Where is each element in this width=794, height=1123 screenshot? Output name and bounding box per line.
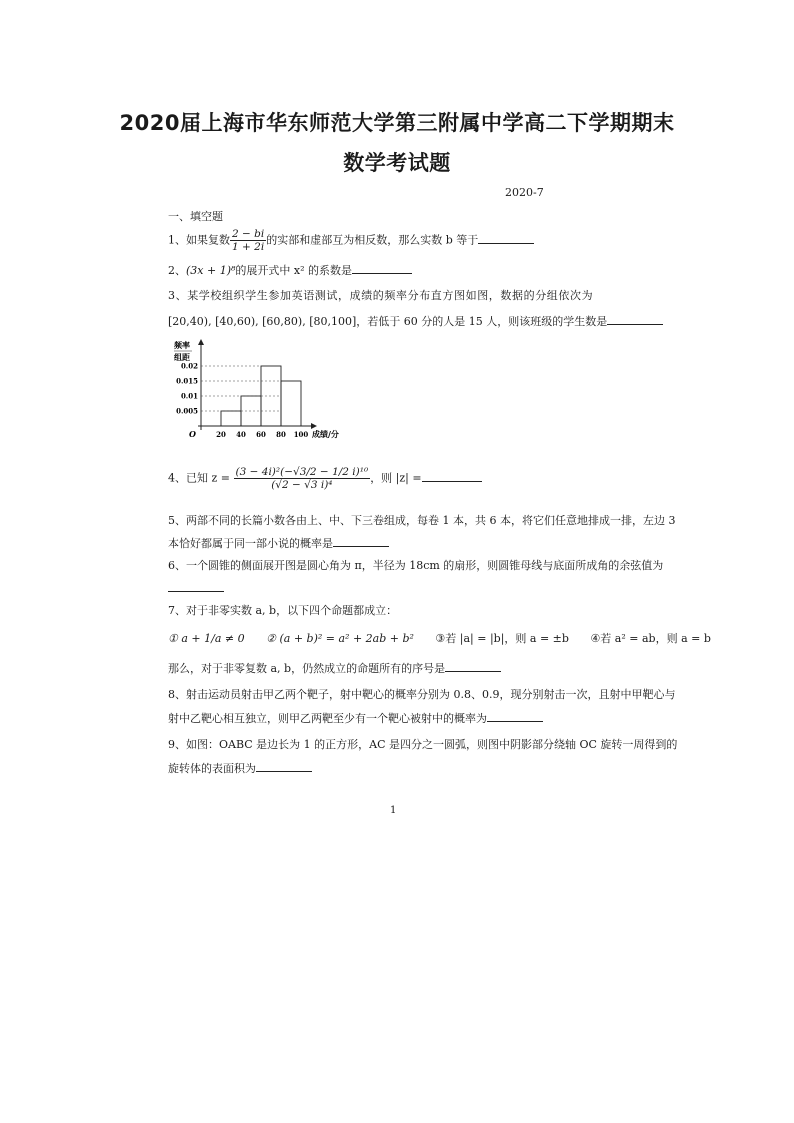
q3-groups: [20,40), [40,60), [60,80), [80,100] xyxy=(168,315,357,328)
question-5-line2 xyxy=(168,536,389,551)
question-6-line2 xyxy=(168,581,224,596)
y-tick-label-2: 0.01 xyxy=(180,391,198,401)
exam-date: 2020-7 xyxy=(505,186,544,199)
q7-option-3: ③若 |a| = |b|，则 a = ±b xyxy=(435,632,569,645)
y-axis-label-top: 频率 xyxy=(174,340,190,350)
q2-suffix: 的展开式中 x² 的系数是 xyxy=(235,264,353,277)
q4-suffix: ，则 |z| = xyxy=(370,471,422,485)
q9-answer-blank[interactable] xyxy=(256,761,312,772)
question-7-options xyxy=(168,632,711,646)
q4-prefix: 4、已知 z = xyxy=(168,471,231,485)
x-tick-label-1: 20 xyxy=(216,430,226,439)
question-3-line1: 3、某学校组织学生参加英语测试，成绩的频率分布直方图如图，数据的分组依次为 xyxy=(168,289,594,302)
q4-fraction xyxy=(234,466,371,491)
page-number: 1 xyxy=(390,805,397,816)
histogram-bar-1 xyxy=(221,411,241,426)
q9-line2-text: 旋转体的表面积为 xyxy=(168,762,256,775)
q8-line2-text: 射中乙靶心相互独立，则甲乙两靶至少有一个靶心被射中的概率为 xyxy=(168,712,487,725)
q3-suffix: ，若低于 60 分的人是 15 人，则该班级的学生数是 xyxy=(356,315,608,328)
question-9-line2 xyxy=(168,761,312,776)
histogram-bar-4 xyxy=(281,381,301,426)
y-axis-label-bottom: 组距 xyxy=(174,352,190,362)
question-5-line1: 5、两部不同的长篇小数各由上、中、下三卷组成，每卷 1 本，共 6 本，将它们任意地排成一排，左边 3 xyxy=(168,514,676,527)
q6-answer-blank[interactable] xyxy=(168,581,224,592)
page-title-line2: 数学考试题 xyxy=(343,151,451,175)
q4-answer-blank[interactable] xyxy=(422,471,482,482)
y-tick-label-1: 0.005 xyxy=(176,406,198,416)
q2-expression: (3x + 1)⁸ xyxy=(186,264,236,277)
q7-answer-blank[interactable] xyxy=(445,661,501,672)
q1-frac-den: 1 + 2i xyxy=(232,241,265,253)
q1-suffix: 的实部和虚部互为相反数，那么实数 b 等于 xyxy=(266,233,479,247)
q1-fraction xyxy=(230,228,266,253)
origin-label: O xyxy=(189,429,196,439)
q7-option-4: ④若 a² = ab，则 a = b xyxy=(590,632,711,645)
q7-option-2: ② (a + b)² = a² + 2ab + b² xyxy=(266,632,414,645)
frequency-histogram xyxy=(168,336,368,446)
question-7-line1: 7、对于非零实数 a, b，以下四个命题都成立： xyxy=(168,604,398,617)
question-9-line1: 9、如图：OABC 是边长为 1 的正方形，AC 是四分之一圆弧，则图中阴影部分绕轴 OC 旋转一周得到的 xyxy=(168,738,678,751)
x-tick-label-3: 60 xyxy=(256,430,266,439)
question-4 xyxy=(168,466,482,491)
q7-line3-text: 那么，对于非零复数 a, b，仍然成立的命题所有的序号是 xyxy=(168,662,446,675)
q4-frac-num: (3 − 4i)²(−√3/2 − 1/2 i)¹⁰ xyxy=(235,466,369,478)
y-tick-label-3: 0.015 xyxy=(176,376,198,386)
q5-line2-text: 本恰好都属于同一部小说的概率是 xyxy=(168,537,333,550)
x-axis-label: 成绩/分 xyxy=(312,429,339,439)
question-2 xyxy=(168,263,412,278)
y-tick-label-4: 0.02 xyxy=(180,361,198,371)
question-8-line2 xyxy=(168,711,543,726)
x-tick-label-2: 40 xyxy=(236,430,246,439)
question-6-line1: 6、一个圆锥的侧面展开图是圆心角为 π，半径为 18cm 的扇形，则圆锥母线与底面所成角的余弦值为 xyxy=(168,559,664,572)
x-tick-label-4: 80 xyxy=(276,430,286,439)
q2-prefix: 2、 xyxy=(168,264,186,277)
q5-answer-blank[interactable] xyxy=(333,536,389,547)
q7-option-1: ① a + 1/a ≠ 0 xyxy=(168,632,245,645)
question-3-line2 xyxy=(168,314,663,329)
q8-answer-blank[interactable] xyxy=(487,711,543,722)
question-1 xyxy=(168,228,534,253)
x-tick-label-5: 100 xyxy=(293,430,309,439)
q1-prefix: 1、如果复数 xyxy=(168,233,230,247)
q4-frac-den: (√2 − √3 i)⁴ xyxy=(271,479,333,491)
q3-answer-blank[interactable] xyxy=(607,314,663,325)
q1-frac-num: 2 − bi xyxy=(232,228,265,240)
q1-answer-blank[interactable] xyxy=(478,233,534,244)
question-7-line3 xyxy=(168,661,501,676)
q2-answer-blank[interactable] xyxy=(352,263,412,274)
section-heading: 一、填空题 xyxy=(168,210,223,223)
page-title-line1: 2020届上海市华东师范大学第三附属中学高二下学期期末 xyxy=(119,111,675,135)
question-8-line1: 8、射击运动员射击甲乙两个靶子，射中靶心的概率分别为 0.8、0.9，现分别射击一次，且射中甲靶心与 xyxy=(168,688,676,701)
